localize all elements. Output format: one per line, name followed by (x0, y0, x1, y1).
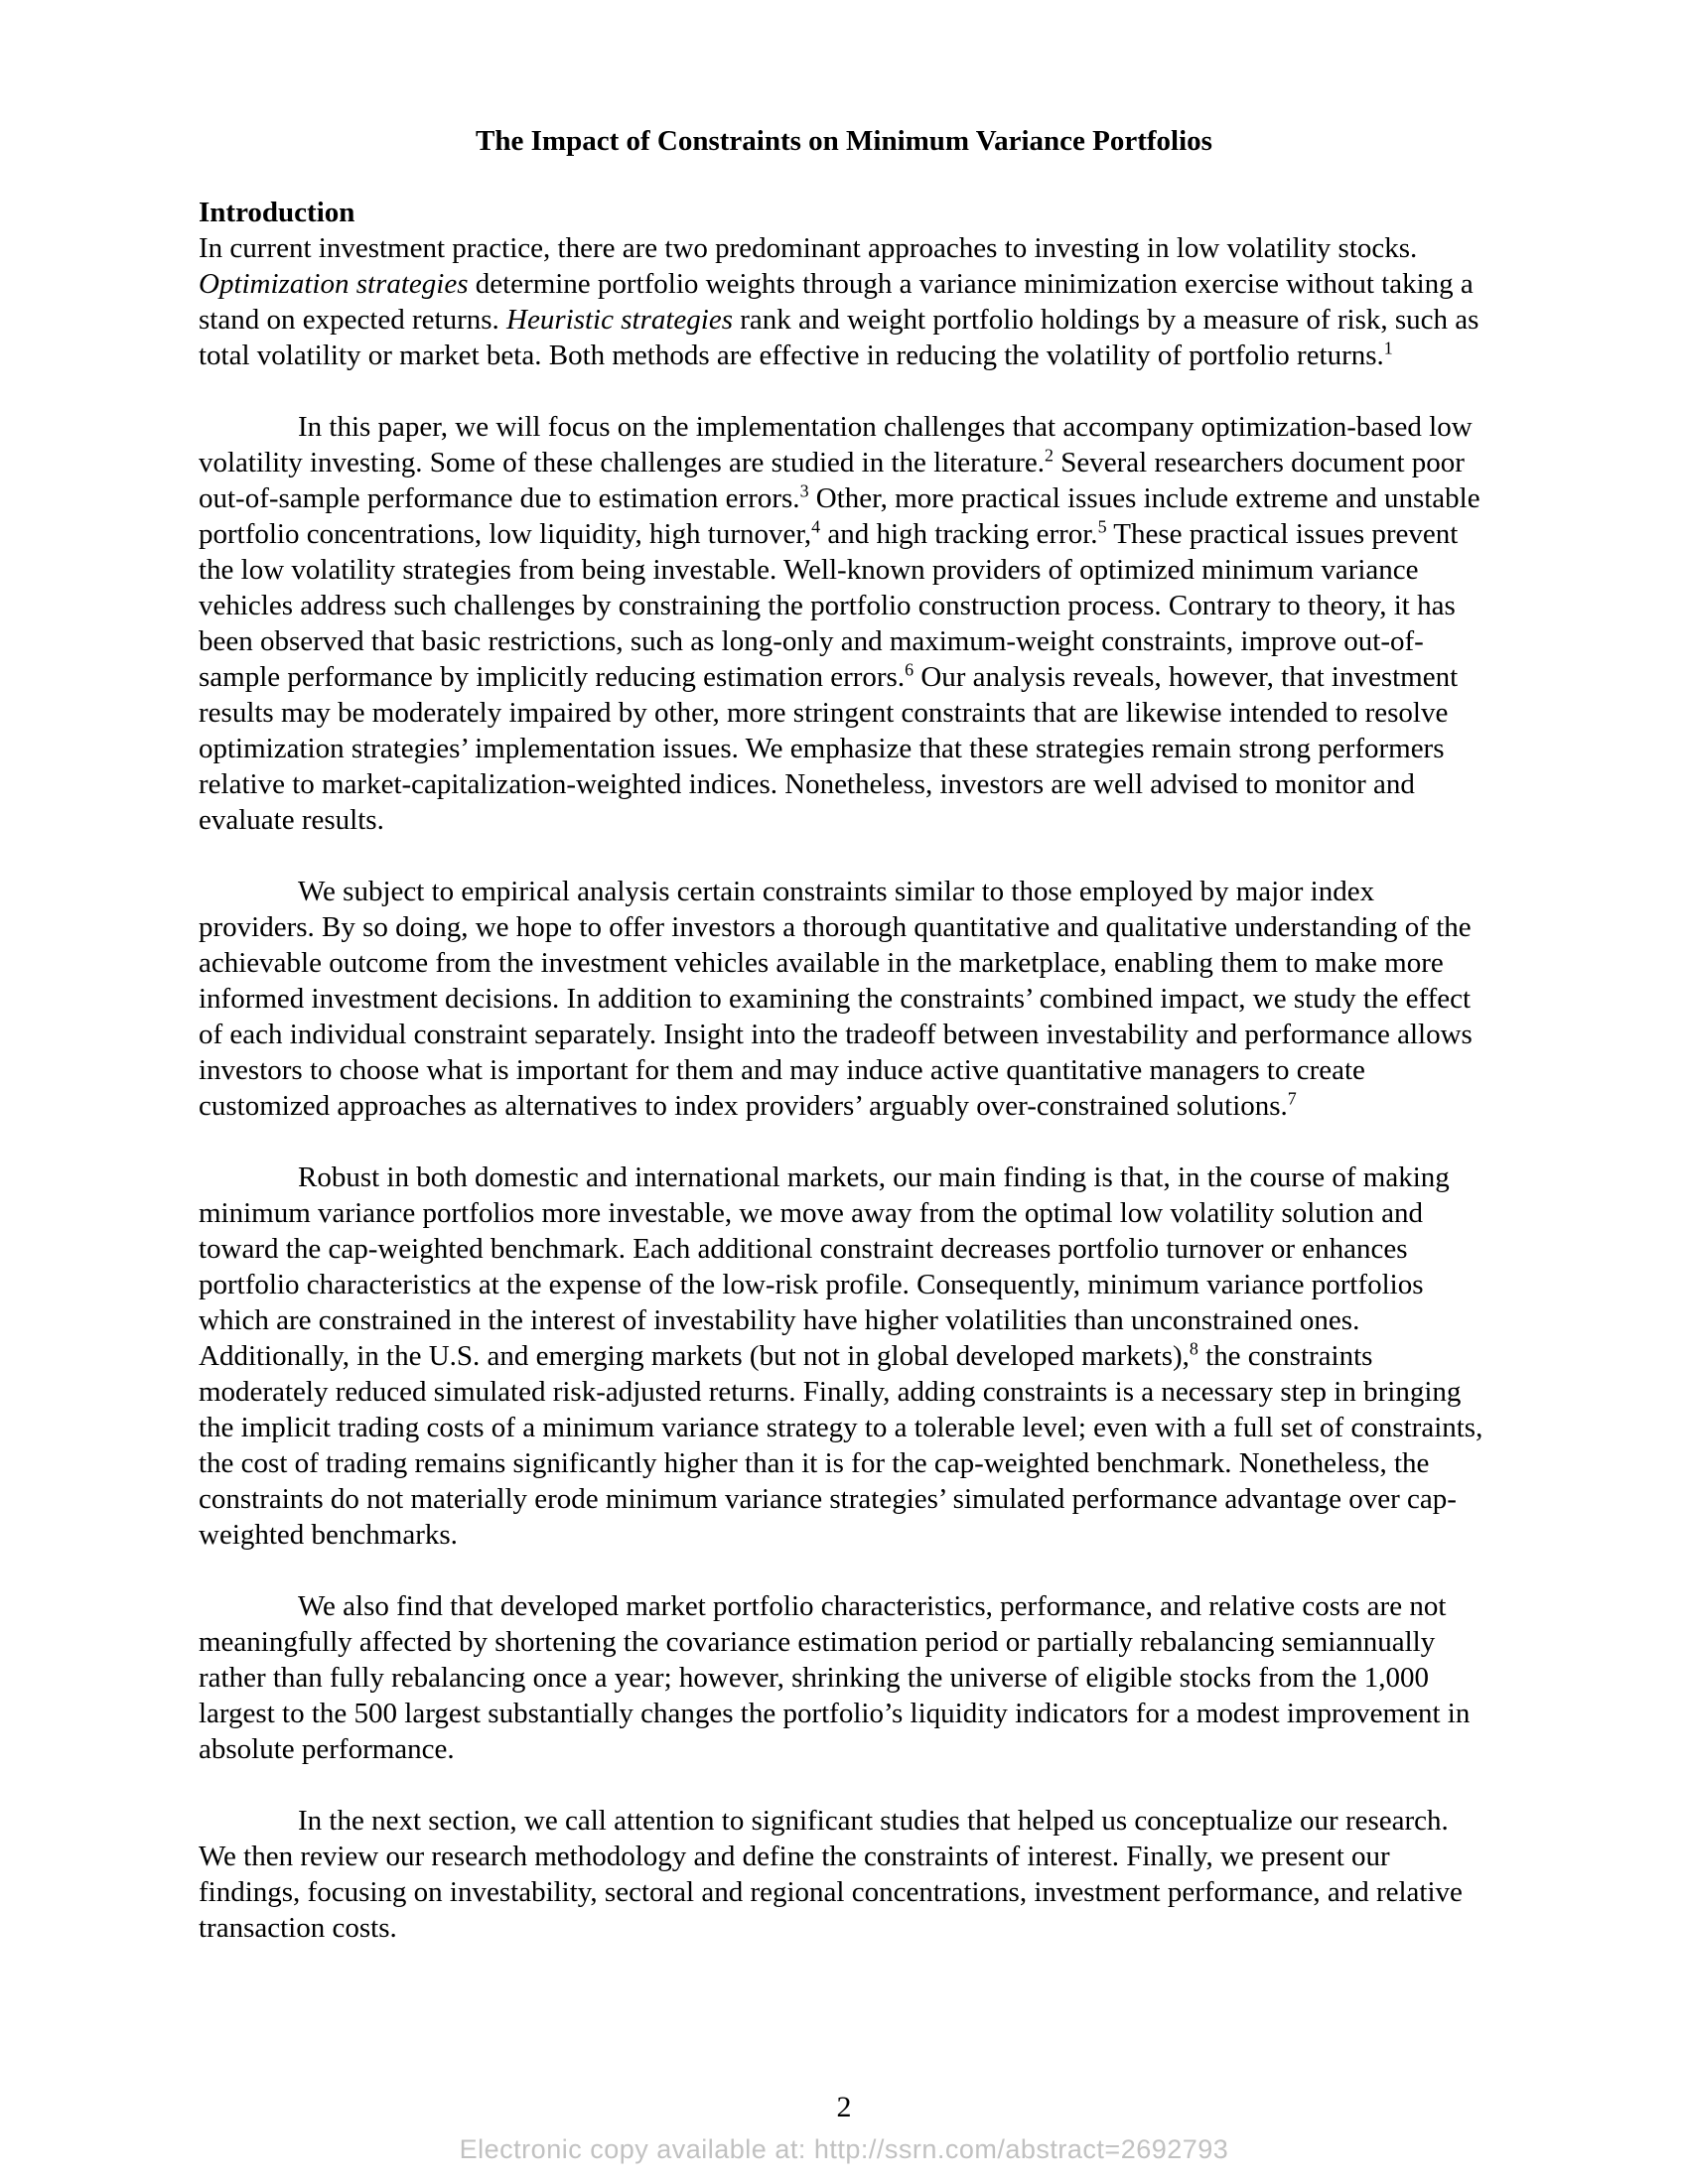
footnote-marker: 7 (1287, 1088, 1297, 1109)
footnote-marker: 5 (1097, 516, 1107, 537)
paragraph (199, 874, 1489, 1124)
paragraph (199, 1803, 1489, 1946)
text-run: Several researchers document poor out-of-sample performance due to estimation errors. (199, 447, 1465, 514)
text-run: rank and weight portfolio holdings by a measure of risk, such as total volatility or market beta. Both methods are effective in reducing the volatility of portfolio returns. (199, 304, 1479, 371)
footnote-marker: 2 (1045, 445, 1055, 466)
text-run: determine portfolio weights through a variance minimization exercise without taking a stand on expected returns. (199, 268, 1474, 336)
paragraph (199, 409, 1489, 838)
text-run: the constraints moderately reduced simulated risk-adjusted returns. Finally, adding constraints is a necessary step in bringing the implicit trading costs of a minimum variance strategy to a tolerable level; even with a full set of constraints, the cost of trading remains significantly higher than it is for the cap-weighted benchmark. Nonetheless, the constraints do not materially erode minimum variance strategies’ simulated performance advantage over cap-weighted benchmarks. (199, 1340, 1483, 1551)
text-run: In current investment practice, there are two predominant approaches to investing in low volatility stocks. (199, 232, 1418, 264)
ssrn-footer-note: Electronic copy available at: http://ssrn.com/abstract=2692793 (459, 2134, 1229, 2164)
paragraph (199, 1160, 1489, 1553)
text-run: In the next section, we call attention to significant studies that helped us conceptualize our research. We then review our research methodology and define the constraints of interest. Finally, we present our findings, focusing on investability, sectoral and regional concentrations, investment performance, and relative transaction costs. (199, 1805, 1463, 1944)
document-paragraphs (199, 230, 1489, 1946)
emphasis-text: Optimization strategies (199, 268, 469, 300)
text-run: and high tracking error. (820, 518, 1098, 550)
footnote-marker: 8 (1189, 1338, 1198, 1359)
text-run: We subject to empirical analysis certain constraints similar to those employed by major index providers. By so doing, we hope to offer investors a thorough quantitative and qualitative understanding of the achievable outcome from the investment vehicles available in the marketplace, enabling them to make more informed investment decisions. In addition to examining the constraints’ combined impact, we study the effect of each individual constraint separately. Insight into the tradeoff between investability and performance allows investors to choose what is important for them and may induce active quantitative managers to create customized approaches as alternatives to index providers’ arguably over-constrained solutions. (199, 876, 1473, 1122)
emphasis-text: Heuristic strategies (506, 304, 733, 336)
text-run: In this paper, we will focus on the implementation challenges that accompany optimization-based low volatility investing. Some of these challenges are studied in the literature. (199, 411, 1473, 478)
text-run: We also find that developed market portfolio characteristics, performance, and relative costs are not meaningfully affected by shortening the covariance estimation period or partially rebalancing semiannually rather than fully rebalancing once a year; however, shrinking the universe of eligible stocks from the 1,000 largest to the 500 largest substantially changes the portfolio’s liquidity indicators for a modest improvement in absolute performance. (199, 1590, 1471, 1765)
footnote-marker: 4 (811, 516, 821, 537)
page-content (199, 123, 1489, 1981)
footnote-marker: 1 (1383, 338, 1393, 358)
section-heading-introduction: Introduction (199, 197, 355, 228)
text-run: Our analysis reveals, however, that investment results may be moderately impaired by other, more stringent constraints that are likewise intended to resolve optimization strategies’ implementation issues. We emphasize that these strategies remain strong performers relative to market-capitalization-weighted indices. Nonetheless, investors are well advised to monitor and evaluate results. (199, 661, 1459, 836)
text-run: Other, more practical issues include extreme and unstable portfolio concentrations, low liquidity, high turnover, (199, 482, 1480, 550)
text-run: Robust in both domestic and international markets, our main finding is that, in the course of making minimum variance portfolios more investable, we move away from the optimal low volatility solution and toward the cap-weighted benchmark. Each additional constraint decreases portfolio turnover or enhances portfolio characteristics at the expense of the low-risk profile. Consequently, minimum variance portfolios which are constrained in the interest of investability have higher volatilities than unconstrained ones. Additionally, in the U.S. and emerging markets (but not in global developed markets), (199, 1161, 1450, 1372)
footnote-marker: 6 (905, 659, 914, 680)
footnote-marker: 3 (799, 480, 809, 501)
paragraph (199, 230, 1489, 373)
text-run: These practical issues prevent the low volatility strategies from being investable. Well-known providers of optimized minimum variance vehicles address such challenges by constraining the portfolio construction process. Contrary to theory, it has been observed that basic restrictions, such as long-only and maximum-weight constraints, improve out-of-sample performance by implicitly reducing estimation errors. (199, 518, 1459, 693)
page-number: 2 (836, 2091, 852, 2123)
paragraph (199, 1588, 1489, 1767)
paper-title: The Impact of Constraints on Minimum Variance Portfolios (476, 125, 1212, 157)
